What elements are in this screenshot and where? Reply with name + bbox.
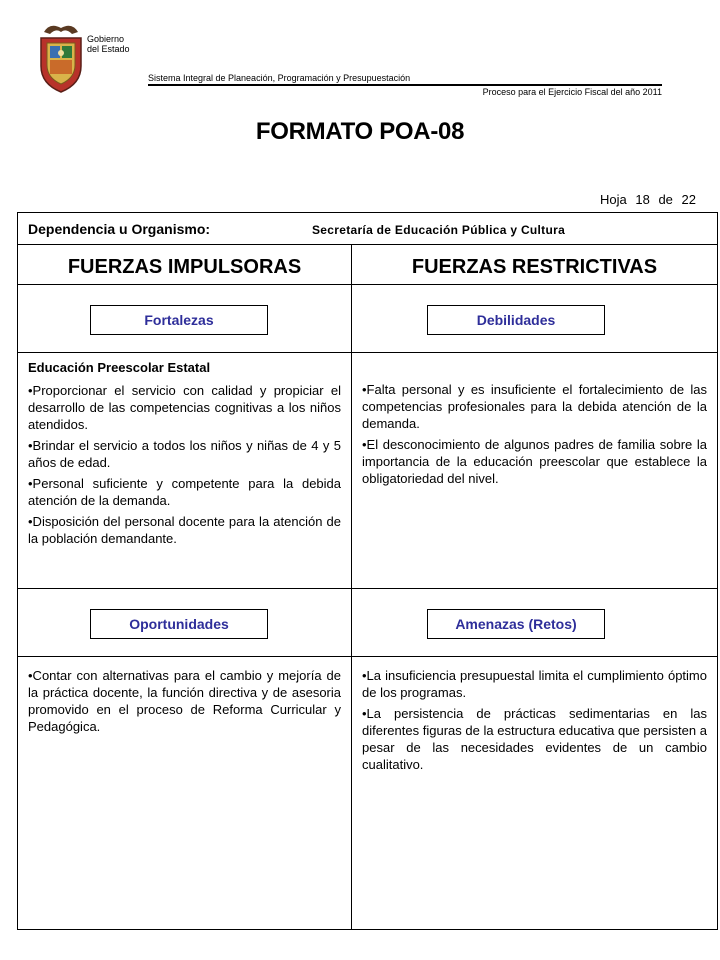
restrictive-forces-heading: FUERZAS RESTRICTIVAS xyxy=(411,256,658,278)
weaknesses-tag-cell xyxy=(352,285,717,352)
opportunities-tag: Oportunidades xyxy=(90,609,268,639)
strength-item: •Brindar el servicio a todos los niños y niñas de 4 y 5 años de edad. xyxy=(28,438,341,470)
state-seal-logo xyxy=(36,20,86,94)
system-name: Sistema Integral de Planeación, Programación y Presupuestación xyxy=(148,73,411,83)
forces-header-row xyxy=(18,245,717,285)
weaknesses-tag: Debilidades xyxy=(427,305,605,335)
threats-tag-cell xyxy=(352,589,717,656)
dependency-value: Secretaría de Educación Pública y Cultura xyxy=(312,223,566,237)
weakness-item: •El desconocimiento de algunos padres de familia sobre la importancia de la educación preescolar que establece la obligatoriedad del nivel. xyxy=(362,437,707,486)
sheet-label: Hoja xyxy=(599,192,627,207)
content-row-2 xyxy=(18,657,717,929)
driving-forces-heading: FUERZAS IMPULSORAS xyxy=(67,256,302,278)
weakness-item: •Falta personal y es insuficiente el fortalecimiento de las competencias profesionales para la debida atención de la demanda. xyxy=(362,382,707,431)
opportunity-item: •Contar con alternativas para el cambio y mejoría de la práctica docente, la función directiva y de asesoria promovido en el proceso de Reforma Curricular y Pedagógica. xyxy=(28,668,341,734)
page-title: FORMATO POA-08 xyxy=(255,118,465,145)
strength-item: •Disposición del personal docente para la atención de la población demandante. xyxy=(28,514,341,546)
weaknesses-content xyxy=(362,381,707,491)
government-line-1: Gobierno xyxy=(87,34,125,44)
header-rule xyxy=(148,84,662,86)
opportunities-content xyxy=(28,667,341,739)
threats-content xyxy=(362,667,707,777)
strength-item: •Personal suficiente y competente para la debida atención de la demanda. xyxy=(28,476,341,508)
sheet-number: 18 xyxy=(635,192,650,207)
opportunities-cell xyxy=(18,657,352,929)
weaknesses-cell xyxy=(352,353,717,588)
content-row-1 xyxy=(18,353,717,589)
threat-item: •La persistencia de prácticas sedimentarias en las diferentes figuras de la estructura educativa que persisten a pesar de las necesidades evidentes de un cambio cualitativo. xyxy=(362,706,707,772)
strengths-content xyxy=(28,359,341,551)
strength-item: •Proporcionar el servicio con calidad y propiciar el desarrollo de las competencias cognitivas a los niños atendidos. xyxy=(28,383,341,432)
tags-row-2 xyxy=(18,589,717,657)
strengths-tag: Fortalezas xyxy=(90,305,268,335)
sheet-counter xyxy=(600,192,696,207)
restrictive-forces-cell xyxy=(352,245,717,284)
strengths-heading: Educación Preescolar Estatal xyxy=(28,360,211,375)
strengths-cell xyxy=(18,353,352,588)
opportunities-tag-cell xyxy=(18,589,352,656)
driving-forces-cell xyxy=(18,245,352,284)
threat-item: •La insuficiencia presupuestal limita el cumplimiento óptimo de los programas. xyxy=(362,668,707,700)
threats-cell xyxy=(352,657,717,929)
tags-row-1 xyxy=(18,285,717,353)
fiscal-process: Proceso para el Ejercicio Fiscal del año 2011 xyxy=(482,87,662,97)
strengths-tag-cell xyxy=(18,285,352,352)
dependency-row xyxy=(18,213,717,245)
government-label xyxy=(87,34,130,54)
dependency-label: Dependencia u Organismo: xyxy=(28,221,211,237)
poa-table xyxy=(17,212,718,930)
threats-tag: Amenazas (Retos) xyxy=(427,609,605,639)
sheet-of: de xyxy=(658,192,673,207)
sheet-total: 22 xyxy=(681,192,696,207)
government-line-2: del Estado xyxy=(87,44,130,54)
